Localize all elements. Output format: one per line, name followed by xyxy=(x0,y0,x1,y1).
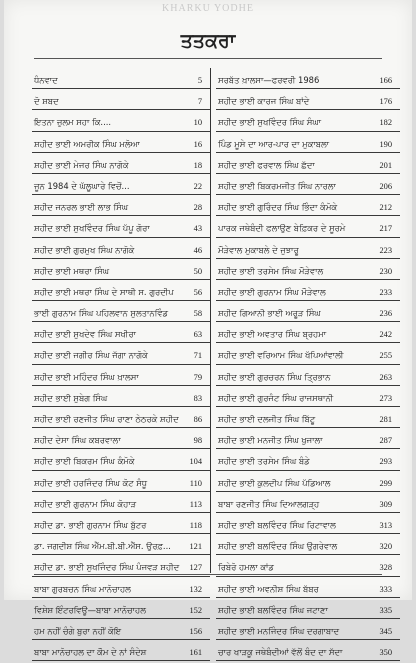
toc-entry xyxy=(34,621,202,642)
toc-entry-title: ਹਮ ਨਹੀਂ ਚੰਗੇ ਬੁਰਾ ਨਹੀਂ ਕੋਇ xyxy=(34,625,122,636)
toc-entry xyxy=(218,409,392,430)
toc-entry-title: ਜੂਨ 1984 ਦੇ ਘੱਲੂਘਾਰੇ ਵਿਚੋਂ... xyxy=(34,180,130,191)
toc-entry xyxy=(218,557,392,578)
toc-entry-page: 71 xyxy=(193,351,202,361)
toc-entry-title: ਸ਼ਹੀਦ ਭਾਈ ਗੁਰਮੁਖ ਸਿੰਘ ਨਾਗੋਕੇ xyxy=(34,244,135,255)
toc-entry-page: 5 xyxy=(197,76,202,85)
toc-entry-title: ਸ਼ਹੀਦ ਭਾਈ ਅਮਰੀਕ ਸਿੰਘ ਮਲੋਆ xyxy=(34,138,140,149)
toc-entry-title: ਸਰਬੱਤ ਖ਼ਾਲਸਾ—ਫਰਵਰੀ 1986 xyxy=(218,75,320,85)
toc-entry xyxy=(218,621,392,642)
toc-entry-title: ਸ਼ਹੀਦ ਭਾਈ ਹਰਜਿੰਦਰ ਸਿੰਘ ਕੋਟ ਸੰਧੂ xyxy=(34,477,148,488)
toc-entry-title: ਸ਼ਹੀਦ ਭਾਈ ਮੇਜਰ ਸਿੰਘ ਨਾਗੋਕੇ xyxy=(34,159,129,170)
toc-entry-page: 79 xyxy=(193,372,202,382)
toc-entry-page: 83 xyxy=(193,393,202,403)
toc-entry xyxy=(218,494,392,515)
toc-entry xyxy=(218,303,392,324)
toc-entry xyxy=(218,324,392,345)
toc-entry xyxy=(34,240,202,261)
toc-entry-page: 121 xyxy=(189,542,202,552)
toc-entry xyxy=(34,557,202,578)
toc-entry-title: ਸ਼ਹੀਦ ਭਾਈ ਬਿਕਰਮਜੀਤ ਸਿੰਘ ਨਾਰਲਾ xyxy=(218,180,336,191)
toc-entry-page: 223 xyxy=(379,245,392,255)
toc-entry xyxy=(218,345,392,366)
toc-entry-title: ਸ਼ਹੀਦ ਭਾਈ ਮਹਿੰਦਰ ਸਿੰਘ ਖ਼ਾਲਸਾ xyxy=(34,371,139,382)
toc-entry xyxy=(218,642,392,663)
toc-entry xyxy=(34,282,202,303)
toc-entry-page: 182 xyxy=(379,118,392,128)
toc-entry-title: ਸ਼ਹੀਦ ਭਾਈ ਕੁਲਦੀਪ ਸਿੰਘ ਪੱਡਿਆਲ xyxy=(218,477,331,488)
toc-entry-title: ਬਾਬਾ ਮਾਨੋਚਾਹਲ ਦਾ ਕੌਮ ਦੇ ਨਾਂ ਸੰਦੇਸ਼ xyxy=(34,647,147,658)
toc-entry-title: ਬਾਬਾ ਰਣਜੀਤ ਸਿੰਘ ਦਿਆਲਗੜ੍ਹ xyxy=(218,498,320,509)
toc-entry-title: ਮੌੜੇਵਾਲ ਮੁਕਾਬਲੇ ਦੇ ਜੁਝਾਰੂ xyxy=(218,244,299,255)
top-rule xyxy=(34,58,382,59)
toc-entry-page: 110 xyxy=(189,478,202,488)
toc-entry-page: 299 xyxy=(379,478,392,488)
toc-entry-title: ਭਾਈ ਗੁਰਨਾਮ ਸਿੰਘ ਪਹਿਲਵਾਨ ਸੁਲਤਾਨਵਿੰਡ xyxy=(34,308,169,319)
toc-entry-title: ਬਾਬਾ ਗੁਰਬਚਨ ਸਿੰਘ ਮਾਨੋਚਾਹਲ xyxy=(34,583,131,594)
toc-entry xyxy=(34,451,202,472)
toc-entry-title: ਇਤਨਾ ਜ਼ੁਲਮ ਸਹਾ ਕਿ.... xyxy=(34,117,112,128)
toc-entry-page: 206 xyxy=(379,181,392,191)
toc-entry-title: ਸ਼ਹੀਦ ਭਾਈ ਮਥਰਾ ਸਿੰਘ xyxy=(34,265,109,276)
toc-entry-title: ਸ਼ਹੀਦ ਭਾਈ ਮਨਜੀਤ ਸਿੰਘ ਖੁਜਾਲਾ xyxy=(218,435,323,446)
toc-entry-page: 98 xyxy=(193,436,202,446)
toc-entry xyxy=(34,303,202,324)
toc-entry-page: 176 xyxy=(379,97,392,107)
toc-entry-title: ਸ਼ਹੀਦ ਭਾਈ ਸੁਖਵਿੰਦਰ ਸਿੰਘ ਪੱਪੂ ਗੋਰਾ xyxy=(34,223,150,234)
toc-entry-title: ਸ਼ਹੀਦ ਭਾਈ ਬਲਵਿੰਦਰ ਸਿੰਘ ਰਿਟਾਵਾਲ xyxy=(218,519,336,530)
toc-entry xyxy=(218,176,392,197)
toc-entry-title: ਸ਼ਹੀਦ ਭਾਈ ਦਲਜੀਤ ਸਿੰਘ ਬਿੱਟੂ xyxy=(218,414,316,424)
toc-entry xyxy=(34,579,202,600)
toc-entry-page: 152 xyxy=(189,605,202,615)
toc-entry-page: 56 xyxy=(193,287,202,297)
toc-entry-title: ਸ਼ਹੀਦ ਭਾਈ ਮਨਜਿੰਦਰ ਸਿੰਘ ਦਰਗਾਬਾਦ xyxy=(218,625,340,636)
toc-entry xyxy=(34,155,202,176)
toc-entry xyxy=(34,494,202,515)
page-title: ਤਤਕਰਾ xyxy=(180,30,236,52)
toc-entry xyxy=(218,388,392,409)
running-head: KHARKU YODHE xyxy=(162,3,254,14)
toc-entry-title: ਪਾਰਕ ਜਥੇਬੰਦੀ ਫਲਾਉਣ ਬੇਫ਼ਿਕਰ ਦੇ ਸੂਰਮੇ xyxy=(218,223,346,234)
toc-entry-page: 16 xyxy=(193,139,202,149)
toc-entry-title: ਸ਼ਹੀਦ ਭਾਈ ਮਥਰਾ ਸਿੰਘ ਦੇ ਸਾਥੀ ਸ. ਗੁਰਦੀਪ xyxy=(34,286,174,297)
toc-entry xyxy=(218,197,392,218)
toc-entry xyxy=(34,345,202,366)
toc-entry-page: 217 xyxy=(379,224,392,234)
toc-entry-title: ਸ਼ਹੀਦ ਭਾਈ ਸੁਬੇਗ ਸਿੰਘ xyxy=(34,392,108,403)
toc-entry-page: 28 xyxy=(193,203,202,213)
toc-entry-title: ਵਿਸ਼ੇਸ਼ ਇੰਟਰਵਿਊ—ਬਾਬਾ ਮਾਨੋਚਾਹਲ xyxy=(34,604,146,615)
toc-entry-title: ਸ਼ਹੀਦ ਭਾਈ ਫਰਵਾਲ ਸਿੰਘ ਛੱਦਾ xyxy=(218,159,315,170)
toc-entry-title: ਸ਼ਹੀਦ ਭਾਈ ਕਾਰਜ ਸਿੰਘ ਬਾਂਦੇ xyxy=(218,96,310,107)
toc-entry-page: 166 xyxy=(379,76,392,85)
toc-entry-title: ਸ਼ਹੀਦ ਭਾਈ ਗੁਰਨਾਮ ਸਿੰਘ ਕੋਹਾੜ xyxy=(34,498,137,509)
toc-entry xyxy=(34,367,202,388)
toc-entry-title: ਸ਼ਹੀਦ ਭਾਈ ਜਗੀਰ ਸਿੰਘ ਜੱਗਾ ਨਾਗੋਕੇ xyxy=(34,350,148,361)
toc-entry-page: 273 xyxy=(379,393,392,403)
toc-entry-page: 7 xyxy=(197,97,202,107)
toc-entry-title: ਸ਼ਹੀਦ ਭਾਈ ਸੁਖਦੇਵ ਸਿੰਘ ਸਖੀਰਾ xyxy=(34,329,136,340)
toc-entry-page: 320 xyxy=(379,542,392,552)
toc-entry xyxy=(34,134,202,155)
toc-entry xyxy=(218,473,392,494)
toc-entry-title: ਸ਼ਹੀਦ ਭਾਈ ਤਰਸੇਮ ਸਿੰਘ ਬੰਡੇ xyxy=(218,456,310,467)
toc-entry-title: ਸ਼ਹੀਦ ਡਾ. ਭਾਈ ਸੁਖਜਿੰਦਰ ਸਿੰਘ ਪੰਜਵੜ ਸ਼ਹੀਦ xyxy=(34,562,180,573)
toc-entry xyxy=(218,600,392,621)
toc-entry xyxy=(34,112,202,133)
book-page xyxy=(4,0,412,658)
toc-entry xyxy=(34,70,202,91)
toc-right-column xyxy=(218,70,392,663)
toc-entry-title: ਚਾਰ ਖਾੜਕੂ ਜਥੇਬੰਦੀਆਂ ਵੱਲੋਂ ਬੰਦ ਦਾ ਸੱਦਾ xyxy=(218,647,343,658)
toc-entry-page: 156 xyxy=(189,626,202,636)
toc-entry-page: 127 xyxy=(189,563,202,573)
toc-entry-page: 10 xyxy=(193,118,202,128)
toc-entry-title: ਰਿਬੇਰੋ ਹਮਲਾ ਕਾਂਡ xyxy=(218,562,274,573)
toc-entry-page: 293 xyxy=(379,457,392,467)
toc-entry xyxy=(218,451,392,472)
toc-entry-title: ਸ਼ਹੀਦ ਭਾਈ ਗੁਰਨਾਮ ਸਿੰਘ ਮੌੜੇਵਾਲ xyxy=(218,286,326,297)
toc-entry xyxy=(218,91,392,112)
toc-entry-page: 86 xyxy=(193,415,202,424)
toc-entry xyxy=(34,536,202,557)
toc-entry-page: 18 xyxy=(193,160,202,170)
toc-entry-title: ਸ਼ਹੀਦ ਡਾ. ਭਾਈ ਗੁਰਨਾਮ ਸਿੰਘ ਬੁੱਟਰ xyxy=(34,519,147,530)
toc-entry-title: ਸ਼ਹੀਦ ਭਾਈ ਗੁਰਜੰਟ ਸਿੰਘ ਰਾਜਸਥਾਨੀ xyxy=(218,392,334,403)
toc-entry xyxy=(34,409,202,430)
toc-entry-page: 335 xyxy=(379,605,392,615)
toc-entry-title: ਦੋ ਸ਼ਬਦ xyxy=(34,96,59,107)
toc-entry xyxy=(34,218,202,239)
toc-entry xyxy=(218,240,392,261)
toc-entry-title: ਸ਼ਹੀਦ ਭਾਈ ਸੁਖਵਿੰਦਰ ਸਿੰਘ ਸੰਘਾ xyxy=(218,117,322,128)
toc-entry-title: ਸ਼ਹੀਦ ਗਿਆਨੀ ਭਾਈ ਅਰੂੜ ਸਿੰਘ xyxy=(218,308,321,319)
toc-entry xyxy=(34,197,202,218)
toc-entry-page: 233 xyxy=(379,287,392,297)
toc-entry xyxy=(34,473,202,494)
toc-entry-page: 63 xyxy=(193,330,202,340)
toc-entry xyxy=(34,176,202,197)
toc-entry-page: 230 xyxy=(379,266,392,276)
toc-entry-title: ਧੰਨਵਾਦ xyxy=(34,75,58,85)
toc-entry-page: 287 xyxy=(379,436,392,446)
toc-entry xyxy=(218,282,392,303)
toc-entry-title: ਸ਼ਹੀਦ ਭਾਈ ਤਰਸੇਮ ਸਿੰਘ ਮੌੜੇਵਾਲ xyxy=(218,265,324,276)
toc-entry-page: 22 xyxy=(193,181,202,191)
toc-entry xyxy=(34,388,202,409)
toc-entry-page: 46 xyxy=(193,245,202,255)
toc-entry xyxy=(218,218,392,239)
toc-entry xyxy=(218,515,392,536)
toc-entry xyxy=(34,91,202,112)
column-divider xyxy=(210,68,211,573)
toc-entry xyxy=(218,70,392,91)
toc-entry-page: 309 xyxy=(379,499,392,509)
toc-entry xyxy=(218,367,392,388)
toc-entry-title: ਸ਼ਹੀਦ ਦੇਸਾ ਸਿੰਘ ਕਬਰਵਾਲਾ xyxy=(34,435,121,446)
toc-left-column xyxy=(34,70,202,663)
toc-entry-page: 201 xyxy=(379,160,392,170)
toc-entry-title: ਸ਼ਹੀਦ ਭਾਈ ਬਿਕਰਮ ਸਿੰਘ ਕੰਮੋਕੇ xyxy=(34,456,135,467)
toc-entry-page: 236 xyxy=(379,309,392,319)
toc-entry-title: ਸ਼ਹੀਦ ਭਾਈ ਅਵਨੀਸ਼ ਸਿੰਘ ਬੱਬਰ xyxy=(218,583,319,594)
toc-entry xyxy=(34,324,202,345)
toc-entry-page: 50 xyxy=(193,266,202,276)
toc-entry xyxy=(218,536,392,557)
toc-entry-page: 132 xyxy=(189,584,202,594)
toc-entry-title: ਸ਼ਹੀਦ ਭਾਈ ਬਲਵਿੰਦਰ ਸਿੰਘ ਉਗਰੇਵਾਲ xyxy=(218,541,338,552)
toc-entry-title: ਸ਼ਹੀਦ ਭਾਈ ਅਵਤਾਰ ਸਿੰਘ ਬ੍ਰਹਮਾ xyxy=(218,329,327,340)
toc-entry-page: 113 xyxy=(189,499,202,509)
toc-entry-page: 281 xyxy=(379,415,392,424)
toc-entry xyxy=(34,261,202,282)
toc-entry-title: ਡਾ. ਜਗਦੀਸ਼ ਸਿੰਘ ਐੱਮ.ਬੀ.ਬੀ.ਐੱਸ. ਉਰਫ਼... xyxy=(34,541,171,552)
toc-entry-title: ਸ਼ਹੀਦ ਭਾਈ ਗੁਰਚਰਨ ਸਿੰਘ ਤ੍ਰਿਭਾਨ xyxy=(218,371,331,382)
toc-entry-page: 345 xyxy=(379,626,392,636)
toc-entry xyxy=(218,112,392,133)
toc-entry-page: 242 xyxy=(379,330,392,340)
toc-entry xyxy=(218,134,392,155)
toc-entry-page: 104 xyxy=(189,457,202,467)
toc-entry-page: 350 xyxy=(379,648,392,658)
toc-entry xyxy=(34,430,202,451)
toc-entry xyxy=(34,600,202,621)
toc-entry-page: 333 xyxy=(379,584,392,594)
toc-entry-page: 161 xyxy=(189,648,202,658)
toc-entry-page: 58 xyxy=(193,309,202,319)
toc-entry-page: 313 xyxy=(379,520,392,530)
toc-entry xyxy=(218,430,392,451)
toc-entry xyxy=(34,642,202,663)
toc-entry xyxy=(218,579,392,600)
toc-entry-page: 328 xyxy=(379,563,392,573)
toc-entry-title: ਸ਼ਹੀਦ ਭਾਈ ਵਰਿਆਮ ਸਿੰਘ ਖੱਪਿਆਂਵਾਲੀ xyxy=(218,350,344,361)
toc-entry-title: ਸ਼ਹੀਦ ਜਨਰਲ ਭਾਈ ਲਾਭ ਸਿੰਘ xyxy=(34,202,128,213)
toc-entry-title: ਸ਼ਹੀਦ ਭਾਈ ਗੁਰਿੰਦਰ ਸਿੰਘ ਭਿੰਦਾ ਕੰਮੋਕੇ xyxy=(218,202,338,213)
toc-entry xyxy=(218,261,392,282)
toc-entry-title: ਸ਼ਹੀਦ ਭਾਈ ਬਲਵਿੰਦਰ ਸਿੰਘ ਜਟਾਣਾ xyxy=(218,604,328,615)
toc-entry xyxy=(34,515,202,536)
toc-entry-title: ਪਿੰਡ ਮੂਸੇ ਦਾ ਆਰ-ਪਾਰ ਦਾ ਮੁਕਾਬਲਾ xyxy=(218,138,330,149)
toc-entry-page: 255 xyxy=(379,351,392,361)
toc-entry-page: 118 xyxy=(189,520,202,530)
toc-entry-page: 43 xyxy=(193,224,202,234)
toc-entry-page: 190 xyxy=(379,139,392,149)
toc-entry xyxy=(218,155,392,176)
toc-entry-page: 212 xyxy=(379,203,392,213)
toc-entry-page: 263 xyxy=(379,372,392,382)
toc-entry-title: ਸ਼ਹੀਦ ਭਾਈ ਰਣਜੀਤ ਸਿੰਘ ਰਾਣਾ ਠੇਠਰਕੇ ਸ਼ਹੀਦ xyxy=(34,414,179,424)
